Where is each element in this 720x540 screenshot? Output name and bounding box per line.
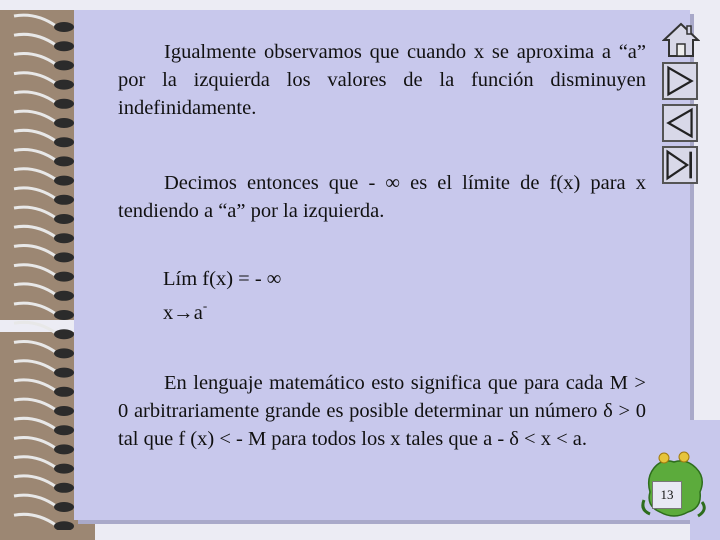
binding-hole: [54, 214, 74, 224]
spiral-wire: [14, 418, 56, 429]
spiral-wire: [14, 188, 56, 199]
binding-hole: [54, 291, 74, 301]
house-icon: [662, 22, 700, 58]
limit-subscript: [163, 298, 208, 325]
spiral-wire: [14, 438, 56, 449]
spiral-wire: [14, 342, 56, 353]
binding-hole: [54, 137, 74, 147]
binding-hole: [54, 387, 74, 397]
spiral-wire: [14, 265, 56, 276]
spiral-wire: [14, 34, 56, 45]
paragraph-mathematical-definition: En lenguaje matemático esto significa que para cada M > 0 arbitrariamente grande es posible determinar un número δ > 0 tal que f (x) < - M para todos los x tales que a - δ < x < a.: [118, 372, 646, 450]
paragraph-left-limit-decreasing: Igualmente observamos que cuando x se aproxima a “a” por la izquierda los valores de la función disminuyen indefinidamente.: [118, 41, 646, 119]
spiral-wire: [14, 495, 56, 506]
play-right-icon: [664, 64, 696, 98]
spiral-wire: [14, 169, 56, 180]
spiral-wire: [14, 54, 56, 65]
next-slide-button[interactable]: [662, 62, 698, 100]
previous-slide-button[interactable]: [662, 104, 698, 142]
last-slide-button[interactable]: [662, 146, 698, 184]
limit-subscript-minus: -: [202, 298, 208, 313]
binding-hole: [54, 348, 74, 358]
spiral-wire: [14, 111, 56, 122]
spiral-wire: [14, 246, 56, 257]
binding-hole: [54, 444, 74, 454]
play-left-icon: [664, 106, 696, 140]
binding-hole: [54, 406, 74, 416]
limit-expression: Lím f(x) = - ∞: [163, 268, 282, 290]
binding-hole: [54, 156, 74, 166]
binding-hole: [54, 41, 74, 51]
spiral-wire: [14, 284, 56, 295]
binding-hole: [54, 329, 74, 339]
spiral-wire: [14, 150, 56, 161]
paragraph-minus-infinity-definition: Decimos entonces que - ∞ es el límite de f(x) para x tendiendo a “a” por la izquierda.: [118, 172, 646, 222]
spiral-wire: [14, 73, 56, 84]
spiral-wire: [14, 457, 56, 468]
spiral-wire: [14, 207, 56, 218]
binding-hole: [54, 118, 74, 128]
spiral-wire: [14, 514, 56, 525]
spiral-wire: [14, 15, 56, 26]
binding-hole: [54, 483, 74, 493]
binding-hole: [54, 22, 74, 32]
spiral-wire: [14, 92, 56, 103]
page-number: 13: [652, 481, 682, 509]
spiral-wire: [14, 322, 56, 333]
binding-hole: [54, 233, 74, 243]
limit-subscript-text: x→a: [163, 302, 203, 324]
binding-hole: [54, 252, 74, 262]
spiral-wire: [14, 380, 56, 391]
spiral-binding: [6, 10, 86, 530]
binding-hole: [54, 176, 74, 186]
binding-hole: [54, 60, 74, 70]
spiral-wire: [14, 399, 56, 410]
spiral-wire: [14, 361, 56, 372]
spiral-wire: [14, 476, 56, 487]
skip-to-end-icon: [664, 148, 696, 182]
binding-hole: [54, 310, 74, 320]
spiral-wire: [14, 303, 56, 314]
binding-hole: [54, 80, 74, 90]
binding-hole: [54, 521, 74, 530]
binding-hole: [54, 502, 74, 512]
binding-hole: [54, 195, 74, 205]
home-button[interactable]: [662, 22, 700, 58]
binding-hole: [54, 99, 74, 109]
binding-hole: [54, 272, 74, 282]
binding-hole: [54, 425, 74, 435]
spiral-wire: [14, 226, 56, 237]
spiral-wire: [14, 130, 56, 141]
binding-hole: [54, 368, 74, 378]
binding-hole: [54, 464, 74, 474]
binder-gap-top: [0, 0, 95, 10]
